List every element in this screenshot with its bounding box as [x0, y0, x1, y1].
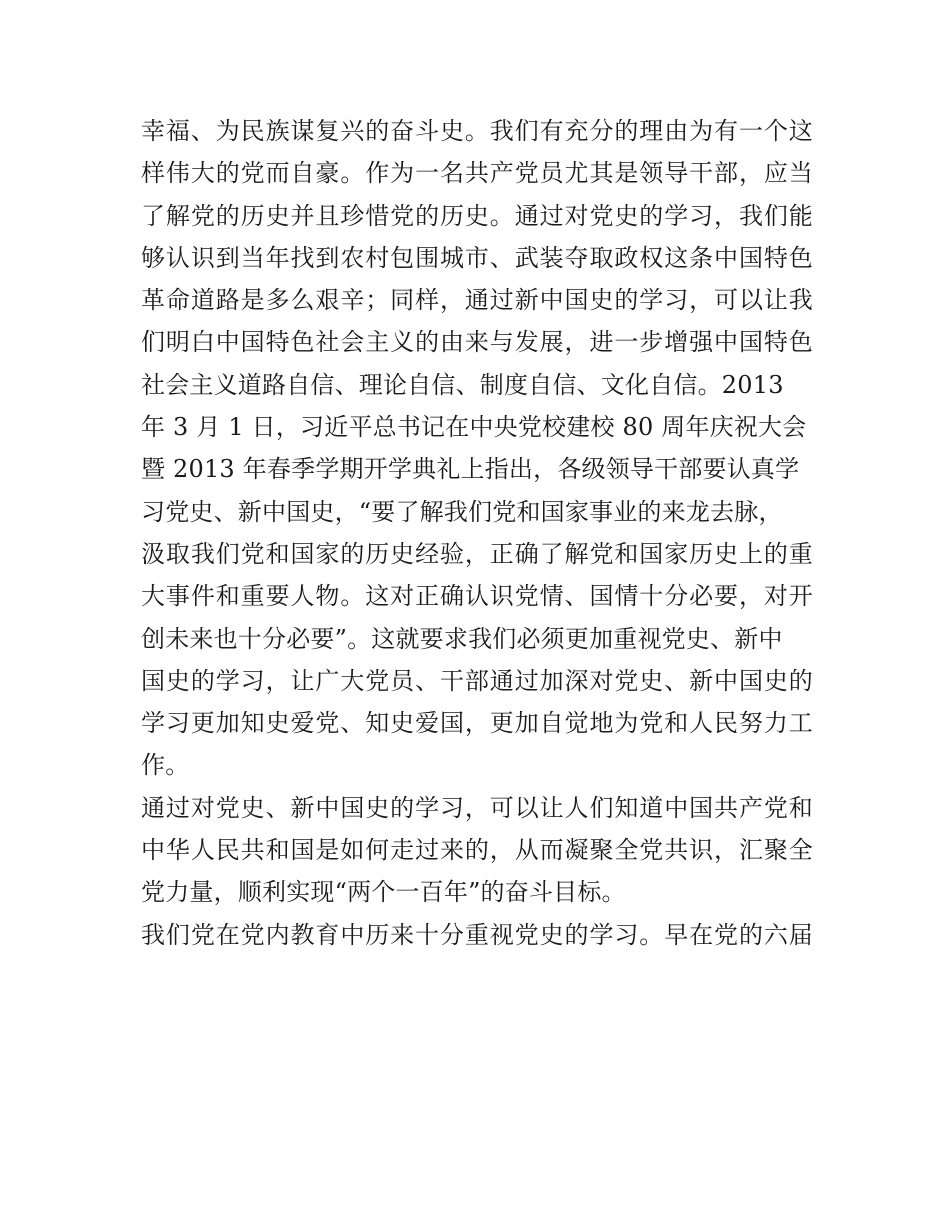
text-line: 学习更加知史爱党、知史爱国，更加自觉地为党和人民努力工 — [141, 709, 813, 738]
body-text — [141, 110, 813, 956]
text-line: 社会主义道路自信、理论自信、制度自信、文化自信。2013 — [141, 370, 784, 399]
text-line: 我们党在党内教育中历来十分重视党史的学习。早在党的六届 — [141, 920, 813, 949]
text-line: 幸福、为民族谋复兴的奋斗史。我们有充分的理由为有一个这 — [141, 117, 813, 145]
text-line: 创未来也十分必要”。这就要求我们必须更加重视党史、新中 — [141, 624, 783, 653]
text-line: 大事件和重要人物。这对正确认识党情、国情十分必要，对开 — [141, 582, 813, 611]
text-line: 革命道路是多么艰辛；同样，通过新中国史的学习，可以让我 — [141, 286, 813, 315]
text-line: 暨 2013 年春季学期开学典礼上指出，各级领导干部要认真学 — [141, 455, 800, 484]
text-line: 通过对党史、新中国史的学习，可以让人们知道中国共产党和 — [141, 793, 813, 822]
text-line: 汲取我们党和国家的历史经验，正确了解党和国家历史上的重 — [141, 539, 813, 568]
text-line: 中华人民共和国是如何走过来的，从而凝聚全党共识，汇聚全 — [141, 836, 813, 865]
paragraph-end-line: 党力量，顺利实现“两个一百年”的奋斗目标。 — [141, 878, 626, 907]
text-line: 年 3 月 1 日，习近平总书记在中央党校建校 80 周年庆祝大会 — [141, 413, 807, 442]
text-line: 样伟大的党而自豪。作为一名共产党员尤其是领导干部，应当 — [141, 159, 813, 188]
text-line: 们明白中国特色社会主义的由来与发展，进一步增强中国特色 — [141, 328, 813, 357]
text-line: 了解党的历史并且珍惜党的历史。通过对党史的学习，我们能 — [141, 201, 813, 230]
paragraph-end-line: 作。 — [141, 751, 190, 780]
text-line: 够认识到当年找到农村包围城市、武装夺取政权这条中国特色 — [141, 243, 813, 272]
text-line: 习党史、新中国史，“要了解我们党和国家事业的来龙去脉， — [141, 497, 783, 526]
text-line: 国史的学习，让广大党员、干部通过加深对党史、新中国史的 — [141, 666, 813, 695]
